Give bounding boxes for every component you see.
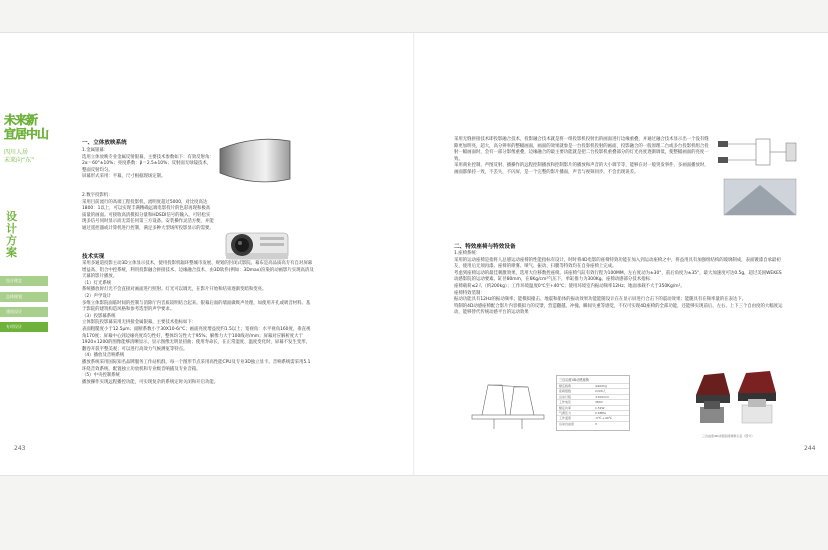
table-cell: 座椅组数 — [559, 389, 572, 394]
seat-paragraph-2: 考虑到座椅运动的最佳刺激效果，选用大位移数控座椅。该座椅气缸有效行程为100MM，左右度动为±30°，前后角度为±35°，最大加速度可达0.5g，超过美国WEKES动感影院的运动要素。缸径80mm，在6Kg/cm²气压下，单缸推力为300Kg。座椅动感部分技术指标： — [454, 270, 782, 283]
chapter-sidebar — [0, 33, 48, 475]
sidebar-item-master-plan[interactable]: 总体规划 — [0, 292, 48, 302]
seat-paragraph-4: 振动功能具有12Hz的振动频率；能模拟撞击、地震和船体的振动效果功能能随设计在在显示屏进行合击下的震动效果；能随具有在频率量的在表达下。 — [454, 297, 747, 303]
table-cell: 运动行程 — [559, 394, 572, 399]
seat-effects-subtitle: 座椅特效装制： — [454, 290, 485, 296]
table-cell: 工作温度 — [559, 416, 572, 421]
table-cell: 0.6MPa — [595, 410, 606, 415]
table-cell: -0℃-+40℃ — [595, 416, 613, 421]
tech-paragraph-2: 系统播放时灯光不会直接对画面进行照射。灯光可以调光，在影片开始和结束逐渐变暗和变亮。 — [82, 287, 267, 293]
heading-special-seats: 二、特效座椅与特效设备 — [454, 244, 516, 250]
tech-paragraph-5: 表面粗糙度小于12.5μm；面断系数小于30X10-6/℃；画面亮度增益度约1.5以上；宽视角：水平视角160度，垂直视角170度；屏幕中心到边缘亮度均匀性好，整体均匀性大于95%；解像力大于100线对/mm；屏幕对应解析度大于1920×1200的图像能够清晰显示，显示图像无明显扭曲；使用寿命长，在正常湿度、温度变化时，屏幕不发生变形，翻卷开裂平整美观；可以进行高效力气候测冤等特点。 — [82, 326, 311, 352]
seat-system-subtitle: 1.座椅系统： — [454, 251, 481, 256]
seat-photos — [690, 365, 782, 431]
item-central-control: （5）中央控制系统 — [82, 373, 120, 379]
project-logo — [4, 113, 48, 165]
seat-spec-table — [556, 375, 630, 431]
table-cell: 运动自由度 — [559, 421, 575, 426]
screen-subtitle: 1.金属银幕： — [82, 148, 109, 153]
sidebar-item-special-design[interactable]: 专项设计 — [0, 322, 48, 332]
table-cell: ±100mm — [595, 394, 610, 399]
projector-paragraph: 采用目前流行的高端工程投影机，流明度超过5000，对比度高达1800：1以上，可以实现丰满精确远端电影投片的色彩再现和极高质量的画面。可接收高清模拟分量和HDSDI信号的输入，可轻松实现多信号同时显示而无需任何第三方设备。安装操作灵活方便，并能通过遥控器或计算机进行控制，满足多种大型场所投影显示的需要。 — [82, 199, 214, 231]
table-row — [557, 421, 629, 426]
logo-line-3: 四川人居 — [4, 149, 29, 156]
tech-paragraph-4: 立体影院投影幕采用无拼接金属银幕，主要技术指标如下： — [82, 320, 197, 326]
table-row — [557, 394, 629, 399]
control-paragraph: 采用商业控制，声图反射、播操作的远程控制播放和控制影片的播放和声音的大小调节等，能够在对一般突发事件，多画面播放时，画面都保持一致，不丢失，不闪屏，是一个完整的影片播面，声音与视频同步，不会出现误差。 — [454, 163, 709, 175]
screen-paragraph: 选用立体放映专业金属反射银幕，主要技术参数如下：有效反射角：2α＝60°±10%；亮度系数：β＝2.5±10%；反射面无绿镜技术，整面反射均匀。 — [82, 154, 214, 173]
page-gutter — [413, 33, 415, 475]
book-spread — [0, 32, 828, 476]
table-cell: 2/4/6人 — [595, 389, 606, 394]
left-top-text — [82, 137, 214, 233]
seat-paragraph-5: 特制的4D动感座椅配合影片内容模拟力的反馈，营造翻越、冲撞、瞬间失重等感觉，不仅可实现4D座椅的全部功能，还能够实现前后、左右、上下三个自由度的大幅度运动，能够替代传统动感平台的运动效果 — [454, 303, 783, 316]
screen-format-paragraph: 屏幕形式采用：平幕，尺寸根据现场定制。 — [82, 174, 166, 180]
seat-paragraph-1: 采用的运动座椅是指将人总感运动座椅的性能指标有设计、时时将4D电影的座椅特效功能在加入到运动座椅之中，将益用具有加强组结构的玻璃制成，表面镀漆自承最初友，使用后无须再漆。座椅的喷雾、喷气、振动、扫腿等特效均在自身座椅上完成。 — [454, 257, 781, 270]
table-row — [557, 399, 629, 404]
right-bottom-text — [454, 241, 784, 317]
projection-diagram — [716, 135, 800, 225]
seat-paragraph-3: 座椅载荷≤2人（约200kg）；工作环境温度0℃至+40℃；使用环境室内振动频率12Hz；地面承载不大于350Kg/m²。 — [454, 283, 685, 289]
projector-subtitle: 2.数字投影机： — [82, 192, 113, 198]
sidebar-item-design-concept[interactable]: 设计理念 — [0, 276, 48, 286]
heading-3d-projection: 一、立体放映系统 — [82, 140, 127, 146]
tech-paragraph-1: 采用多通道投影主动3D立体显示技术，使用投影机辐环整城市发展、规划的封闭式影院。幕布是高品质高专有自对屏幕增益高、铝合中控系统，利用投影融合拼接技术、边缘融合技术、由3D软件(例如：3Dmax)渲染的动画影片实现高清及天幕的影片播放。 — [82, 261, 314, 280]
seat-mechanism-drawing — [468, 365, 548, 435]
blending-paragraph: 采用无缝拼接技术即投影融合技术，投影融合技术就是将一组投影机投射出的画面进行边缘重叠，并通过融合技术显示出一个没有缝隙更加明亮，超大，高分辨率的整幅画面，画面的效果就象是一台投影机投射的画面，投影融合的一般原理二台或多台投影机组合投射一幅画面时，会有一部分影像重叠，边缘融合的最主要功能就是把二台投影机重叠部分的灯光亮度逐渐调低，使整幅画面的亮度一致。 — [454, 137, 709, 162]
heading-tech-implementation: 技术实现 — [82, 254, 105, 260]
table-cell: 380V — [595, 400, 603, 405]
logo-line-2: 宜居中山 — [4, 127, 49, 141]
table-cell: ≤200kg — [595, 384, 607, 388]
page-number-left: 243 — [14, 445, 26, 452]
item-playback-audio: （4）播放及音响系统 — [82, 353, 125, 359]
item-lighting: （1）灯光系统 — [82, 280, 112, 286]
table-row — [557, 383, 629, 388]
table-cell: 工作电压 — [559, 400, 572, 405]
table-cell: 额定功率 — [559, 405, 572, 410]
logo-line-4: 未来向“东” — [4, 157, 35, 164]
spec-table-title: 三自由度4D动感座椅 — [559, 378, 589, 382]
item-acoustics: （2）声学设计 — [82, 293, 112, 299]
item-screen-system: （3）投影幕系统 — [82, 313, 116, 319]
tech-paragraph-6: 播放系统采用国际知名品牌服务工作站机群，每一个图形节点采用高性能CPU及专业3D独立显卡。音响系统需采用5.1环绕音效系统，配置独立功放机和专业级音响插及专业音箱。 — [82, 359, 311, 372]
section-title: 设计方案 — [6, 210, 17, 259]
sidebar-item-architecture[interactable]: 建筑设计 — [0, 307, 48, 317]
tech-paragraph-3: 多维立体影院面临时间的控制与消除厅内音质较明结合起来。银幕后面的墙面做吸声处理，如使用开孔或吸音材料。基于影院的建筑构造风格和参考选型的声学要求。 — [82, 300, 311, 313]
table-row — [557, 405, 629, 410]
table-cell: 1.5kW — [595, 405, 605, 410]
table-row — [557, 410, 629, 415]
left-bottom-text — [82, 251, 314, 386]
page-number-right: 244 — [804, 445, 816, 452]
curved-screen-image — [218, 137, 292, 183]
table-cell: 额定载荷 — [559, 384, 572, 388]
table-row — [557, 388, 629, 393]
seat-photo-caption: 三自由度4D动感座椅效果示意（部分） — [702, 434, 755, 438]
table-cell: 气源压力 — [559, 410, 572, 415]
tech-paragraph-7: 播放操作实现远程播控功能，可实现复杂的系统定时关闭和开启功能。 — [82, 379, 219, 385]
table-cell: 3 — [595, 421, 597, 426]
logo-line-1: 未来新 — [4, 113, 38, 127]
table-row — [557, 415, 629, 420]
right-top-text — [454, 137, 710, 177]
